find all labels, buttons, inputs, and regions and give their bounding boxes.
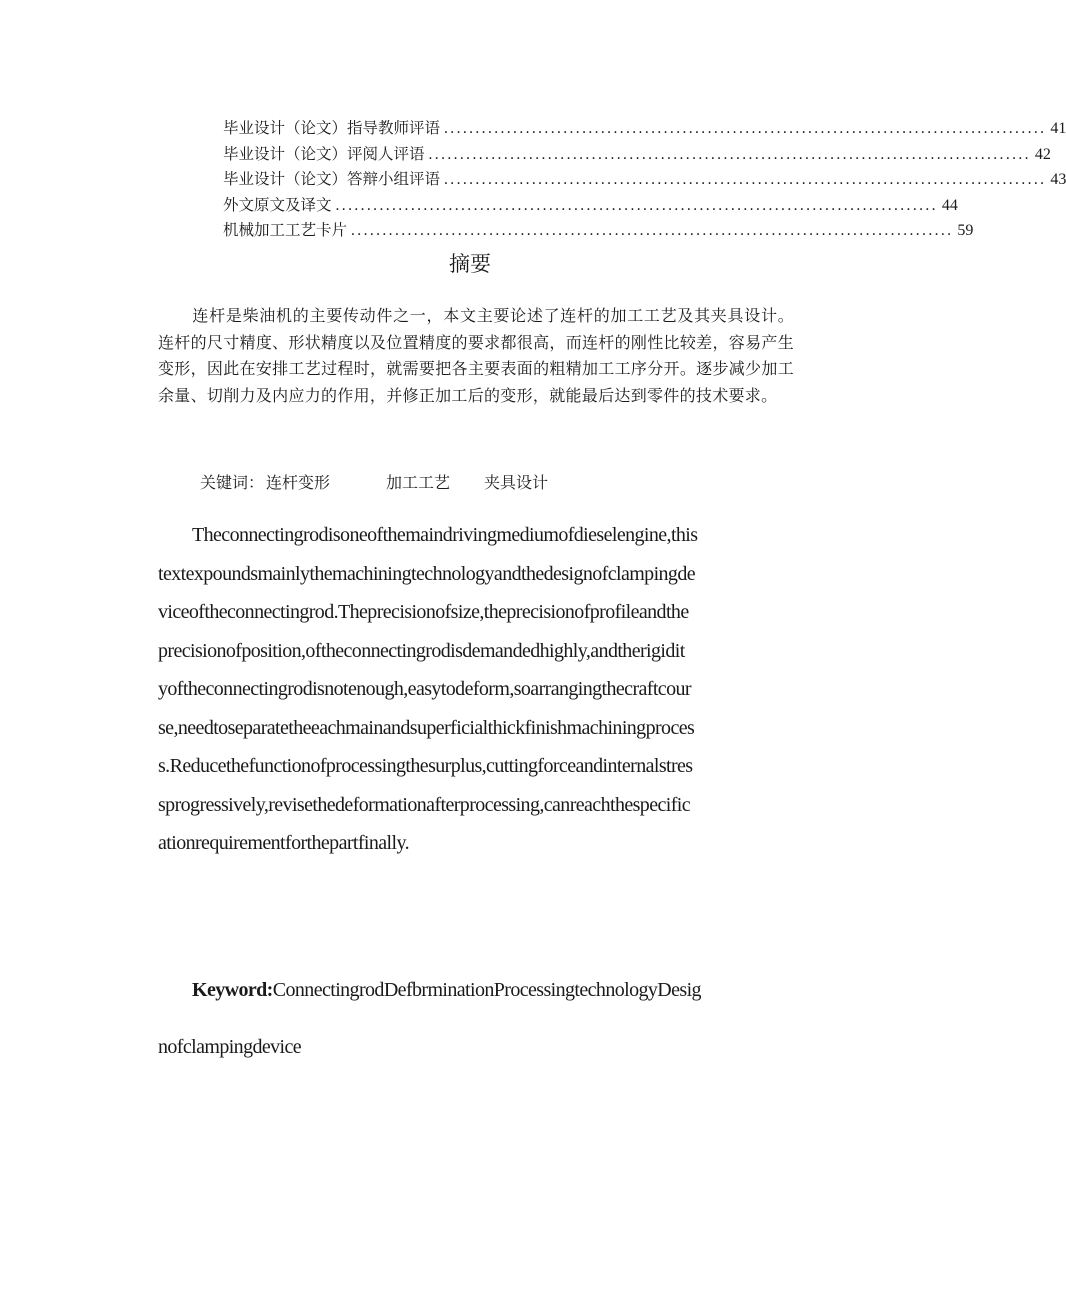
english-keywords	[158, 962, 782, 1076]
toc-entry-page: 44	[941, 196, 958, 214]
english-abstract-line: yoftheconnectingrodisnotenough,easytodeform,soarrangingthecraftcour	[158, 678, 691, 700]
toc-leader-dots: ................................................................................................	[335, 196, 938, 214]
toc-entry[interactable]	[223, 167, 1066, 193]
table-of-contents	[223, 116, 1066, 244]
chinese-abstract-text: 连杆是柴油机的主要传动件之一，本文主要论述了连杆的加工工艺及其夹具设计。连杆的尺寸精度、形状精度以及位置精度的要求都很高，而连杆的刚性比较差，容易产生变形，因此在安排工艺过程时，就需要把各主要表面的粗精加工工序分开。逐步减少加工余量、切削力及内应力的作用，并修正加工后的变形，就能最后达到零件的技术要求。	[158, 306, 794, 405]
chinese-abstract-paragraph	[158, 303, 794, 409]
english-abstract-paragraph	[158, 516, 782, 863]
toc-entry-title: 毕业设计（论文）指导教师评语	[223, 119, 441, 137]
english-keywords-line	[158, 962, 782, 1019]
toc-entry[interactable]	[223, 193, 958, 219]
toc-entry-page: 41	[1050, 120, 1066, 137]
english-abstract-line: precisionofposition,oftheconnectingrodisdemandedhighly,andtherigidit	[158, 639, 685, 662]
toc-entry[interactable]	[223, 218, 974, 244]
english-abstract-line: sprogressively,revisethedeformationafterprocessing,canreachthespecific	[158, 793, 691, 816]
toc-entry-title: 毕业设计（论文）答辩小组评语	[223, 170, 441, 188]
toc-leader-dots: ................................................................................................	[428, 145, 1031, 163]
english-abstract-line: textexpoundsmainlythemachiningtechnologyandthedesignofclampingde	[158, 562, 696, 585]
toc-leader-dots: ................................................................................................	[444, 171, 1047, 188]
toc-leader-dots: ................................................................................................	[444, 120, 1047, 137]
english-abstract-line: Theconnectingrodisoneofthemaindrivingmediumofdieselengine,this	[192, 524, 698, 546]
english-abstract-line: viceoftheconnectingrod.Theprecisionofsize,theprecisionofprofileandthe	[158, 601, 689, 623]
english-keywords-text: ConnectingrodDefbrminationProcessingtechnologyDesig	[272, 979, 701, 1001]
toc-leader-dots: ................................................................................................	[351, 222, 954, 239]
keyword-item: 加工工艺	[386, 473, 451, 492]
english-abstract-line: se,needtoseparatetheeachmainandsuperficialthickfinishmachiningproces	[158, 716, 695, 739]
abstract-heading: 摘要	[449, 252, 491, 276]
toc-entry-page: 43	[1050, 171, 1066, 188]
toc-entry-title: 毕业设计（论文）评阅人评语	[223, 144, 425, 163]
toc-entry-page: 59	[957, 222, 974, 239]
english-abstract-line: s.Reducethefunctionofprocessingthesurplus,cuttingforceandinternalstres	[158, 755, 693, 777]
toc-entry-page: 42	[1034, 145, 1051, 163]
english-keywords-line: nofclampingdevice	[158, 1036, 302, 1058]
toc-entry[interactable]	[223, 142, 1051, 168]
toc-entry-title: 机械加工工艺卡片	[223, 221, 348, 239]
english-keywords-label: Keyword:	[192, 979, 273, 1001]
keyword-item: 连杆变形	[266, 473, 331, 492]
chinese-keywords	[200, 470, 548, 493]
keywords-label: 关键词：	[200, 473, 265, 492]
toc-entry[interactable]	[223, 116, 1066, 142]
toc-entry-title: 外文原文及译文	[223, 195, 332, 214]
english-abstract-line: ationrequirementforthepartfinally.	[158, 832, 409, 854]
keyword-item: 夹具设计	[484, 473, 549, 492]
